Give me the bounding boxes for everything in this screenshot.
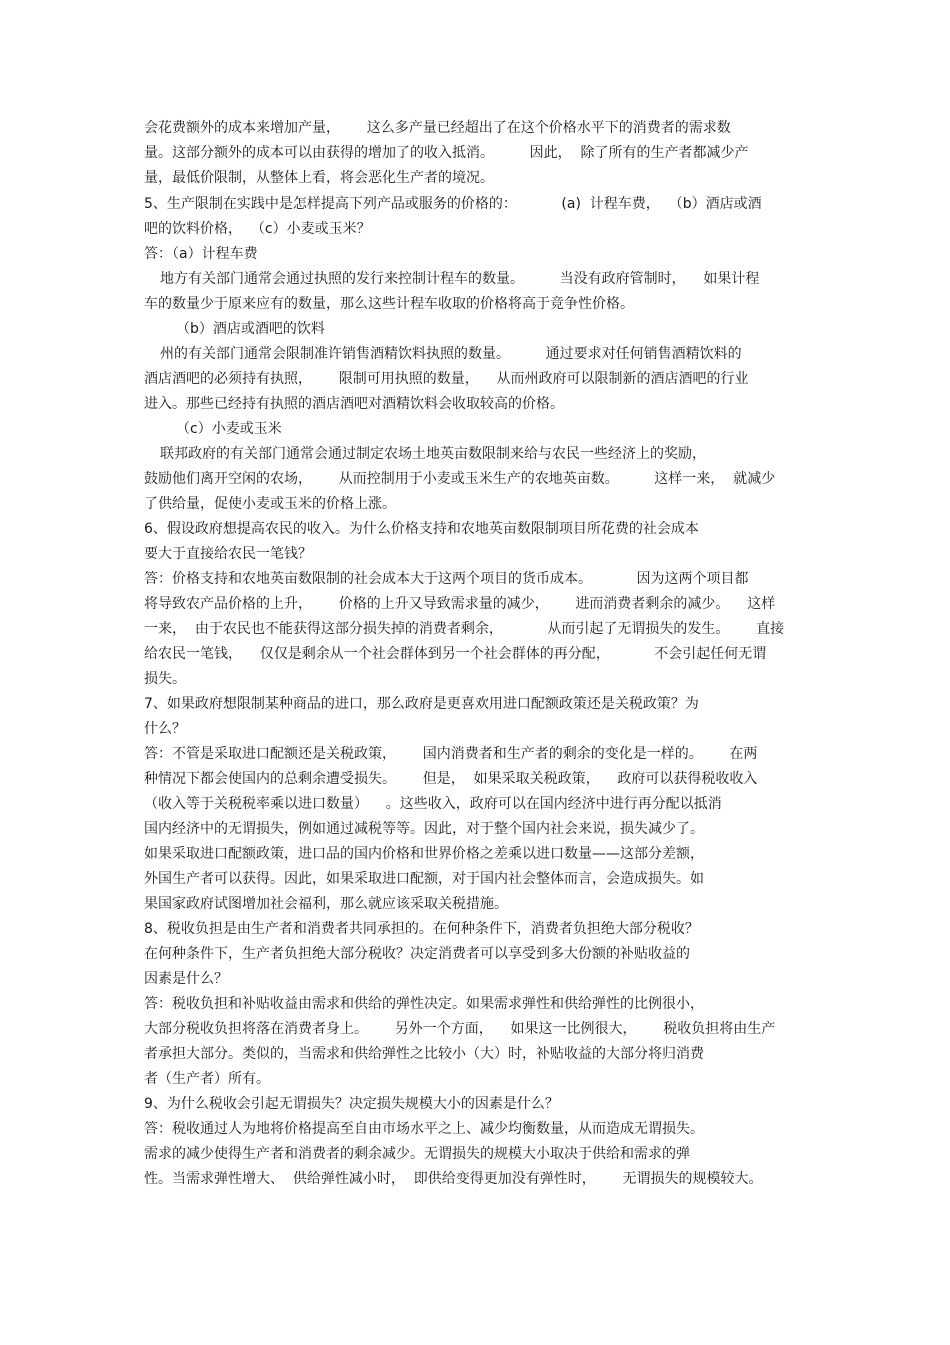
subheading: （c）小麦或玉米 [176,421,282,437]
text-line: 量。这部分额外的成本可以由获得的增加了的收入抵消。 因此， 除了所有的生产者都减少产 [144,145,749,161]
question-heading: 什么？ [144,721,186,737]
question-heading: 5、生产限制在实践中是怎样提高下列产品或服务的价格的： (a) 计程车费， （b）酒店或酒 [144,196,762,212]
question-heading: 9、为什么税收会引起无谓损失？决定损失规模大小的因素是什么？ [144,1096,559,1112]
text-line: （收入等于关税税率乘以进口数量） 。这些收入，政府可以在国内经济中进行再分配以抵消 [144,796,722,812]
text-line: 外国生产者可以获得。因此，如果采取进口配额，对于国内社会整体而言，会造成损失。如 [144,871,704,887]
text-line: 量，最低价限制，从整体上看，将会恶化生产者的境况。 [144,170,494,186]
text-line: 果国家政府试图增加社会福利，那么就应该采取关税措施。 [144,896,508,912]
text-line: 需求的减少使得生产者和消费者的剩余减少。无谓损失的规模大小取决于供给和需求的弹 [144,1146,690,1162]
text-line: 种情况下都会使国内的总剩余遭受损失。 但是， 如果采取关税政策， 政府可以获得税收收入 [144,771,758,787]
text-line: 答：税收通过人为地将价格提高至自由市场水平之上、减少均衡数量，从而造成无谓损失。 [144,1121,704,1137]
question-heading: 7、如果政府想限制某种商品的进口，那么政府是更喜欢用进口配额政策还是关税政策？为 [144,696,699,712]
text-line: 进入。那些已经持有执照的酒店酒吧对酒精饮料会收取较高的价格。 [144,396,564,412]
text-line: 会花费额外的成本来增加产量， 这么多产量已经超出了在这个价格水平下的消费者的需求数 [144,120,731,136]
text-line: 者承担大部分。类似的，当需求和供给弹性之比较小（大）时，补贴收益的大部分将归消费 [144,1046,704,1062]
text-line: 将导致农产品价格的上升， 价格的上升又导致需求量的减少， 进而消费者剩余的减少。 这样 [144,596,776,612]
question-heading: 6、假设政府想提高农民的收入。为什么价格支持和农地英亩数限制项目所花费的社会成本 [144,521,699,537]
subheading: （b）酒店或酒吧的饮料 [176,321,325,337]
text-line: 一来， 由于农民也不能获得这部分损失掉的消费者剩余， 从而引起了无谓损失的发生。 直接 [144,621,785,637]
text-line: 州的有关部门通常会限制准许销售酒精饮料执照的数量。 通过要求对任何销售酒精饮料的 [160,346,742,362]
text-line: 损失。 [144,671,186,687]
question-heading: 8、税收负担是由生产者和消费者共同承担的。在何种条件下，消费者负担绝大部分税收？ [144,921,699,937]
text-line: 答：税收负担和补贴收益由需求和供给的弹性决定。如果需求弹性和供给弹性的比例很小， [144,996,704,1012]
text-line: 车的数量少于原来应有的数量，那么这些计程车收取的价格将高于竞争性价格。 [144,296,634,312]
question-heading: 在何种条件下，生产者负担绝大部分税收？决定消费者可以享受到多大份额的补贴收益的 [144,946,690,962]
text-line: 鼓励他们离开空闲的农场， 从而控制用于小麦或玉米生产的农地英亩数。 这样一来， 就减少 [144,471,776,487]
text-line: 酒店酒吧的必须持有执照， 限制可用执照的数量， 从而州政府可以限制新的酒店酒吧的行业 [144,371,749,387]
text-line: 国内经济中的无谓损失，例如通过减税等等。因此，对于整个国内社会来说，损失减少了。 [144,821,704,837]
text-line: 联邦政府的有关部门通常会通过制定农场土地英亩数限制来给与农民一些经济上的奖励， [160,446,706,462]
question-heading: 吧的饮料价格， （c）小麦或玉米？ [144,221,371,237]
question-heading: 要大于直接给农民一笔钱？ [144,546,312,562]
text-line: 给农民一笔钱， 仅仅是剩余从一个社会群体到另一个社会群体的再分配， 不会引起任何无谓 [144,646,767,662]
text-line: 者（生产者）所有。 [144,1071,270,1087]
text-line: 地方有关部门通常会通过执照的发行来控制计程车的数量。 当没有政府管制时， 如果计程 [160,271,760,287]
answer-label: 答：（a）计程车费 [144,246,258,262]
text-line: 大部分税收负担将落在消费者身上。 另外一个方面， 如果这一比例很大， 税收负担将由生产 [144,1021,776,1037]
text-line: 了供给量，促使小麦或玉米的价格上涨。 [144,496,396,512]
text-line: 性。当需求弹性增大、 供给弹性减小时， 即供给变得更加没有弹性时， 无谓损失的规模较大。 [144,1171,763,1187]
question-heading: 因素是什么？ [144,971,228,987]
text-line: 如果采取进口配额政策，进口品的国内价格和世界价格之差乘以进口数量——这部分差额， [144,846,704,862]
text-line: 答：不管是采取进口配额还是关税政策， 国内消费者和生产者的剩余的变化是一样的。 在两 [144,746,758,762]
text-line: 答：价格支持和农地英亩数限制的社会成本大于这两个项目的货币成本。 因为这两个项目都 [144,571,749,587]
